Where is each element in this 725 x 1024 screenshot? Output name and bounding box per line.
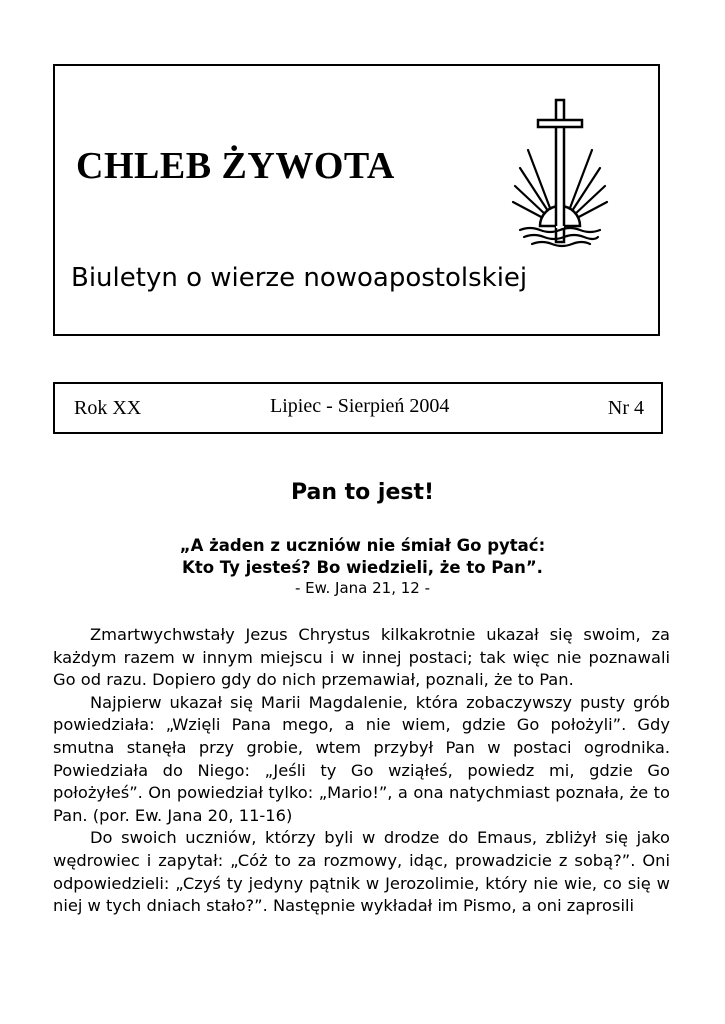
article-body bbox=[53, 624, 670, 918]
paragraph: Najpierw ukazał się Marii Magdalenie, która zobaczywszy pusty grób powiedziała: „Wzięli Pana mego, a nie wiem, gdzie Go położyli”. Gdy smutna stanęła przy grobie, wtem przybył Pan w postaci ogrodnika. Powiedziała do Niego: „Jeśli ty Go wziąłeś, powiedz mi, gdzie Go położyłeś”. On powiedział tylko: „Mario!”, a ona natychmiast poznała, że to Pan. (por. Ew. Jana 20, 11-16) bbox=[53, 692, 670, 825]
issue-number: Nr 4 bbox=[607, 397, 644, 419]
issue-year: Rok XX bbox=[74, 397, 142, 419]
paragraph: Zmartwychwstały Jezus Chrystus kilkakrotnie ukazał się swoim, za każdym razem w innym miejscu i w innej postaci; tak więc nie poznawali Go od razu. Dopiero gdy do nich przemawiał, poznali, że to Pan. bbox=[53, 625, 670, 690]
quote-line: „A żaden z uczniów nie śmiał Go pytać: bbox=[179, 536, 546, 555]
cross-rising-sun-icon bbox=[510, 98, 610, 248]
masthead-box bbox=[53, 64, 660, 336]
paragraph: Do swoich uczniów, którzy byli w drodze do Emaus, zbliżył się jako wędrowiec i zapytał: „Cóż to za rozmowy, idąc, prowadzicie z sobą?”. Oni odpowiedzieli: „Czyś ty jedyny pątnik w Jerozolimie, który nie wie, co się w niej w tych dniach stało?”. Następnie wykładał im Pismo, a oni zaprosili bbox=[53, 828, 670, 916]
article-title: Pan to jest! bbox=[290, 480, 435, 505]
issue-info-box bbox=[53, 382, 663, 434]
issue-date: Lipiec - Sierpień 2004 bbox=[270, 395, 450, 417]
publication-subtitle: Biuletyn o wierze nowoapostolskiej bbox=[71, 263, 528, 293]
publication-title: CHLEB ŻYWOTA bbox=[76, 145, 395, 187]
quote-line: Kto Ty jesteś? Bo wiedzieli, że to Pan”. bbox=[182, 558, 543, 577]
article-quote bbox=[0, 535, 725, 579]
quote-source: - Ew. Jana 21, 12 - bbox=[294, 579, 431, 597]
